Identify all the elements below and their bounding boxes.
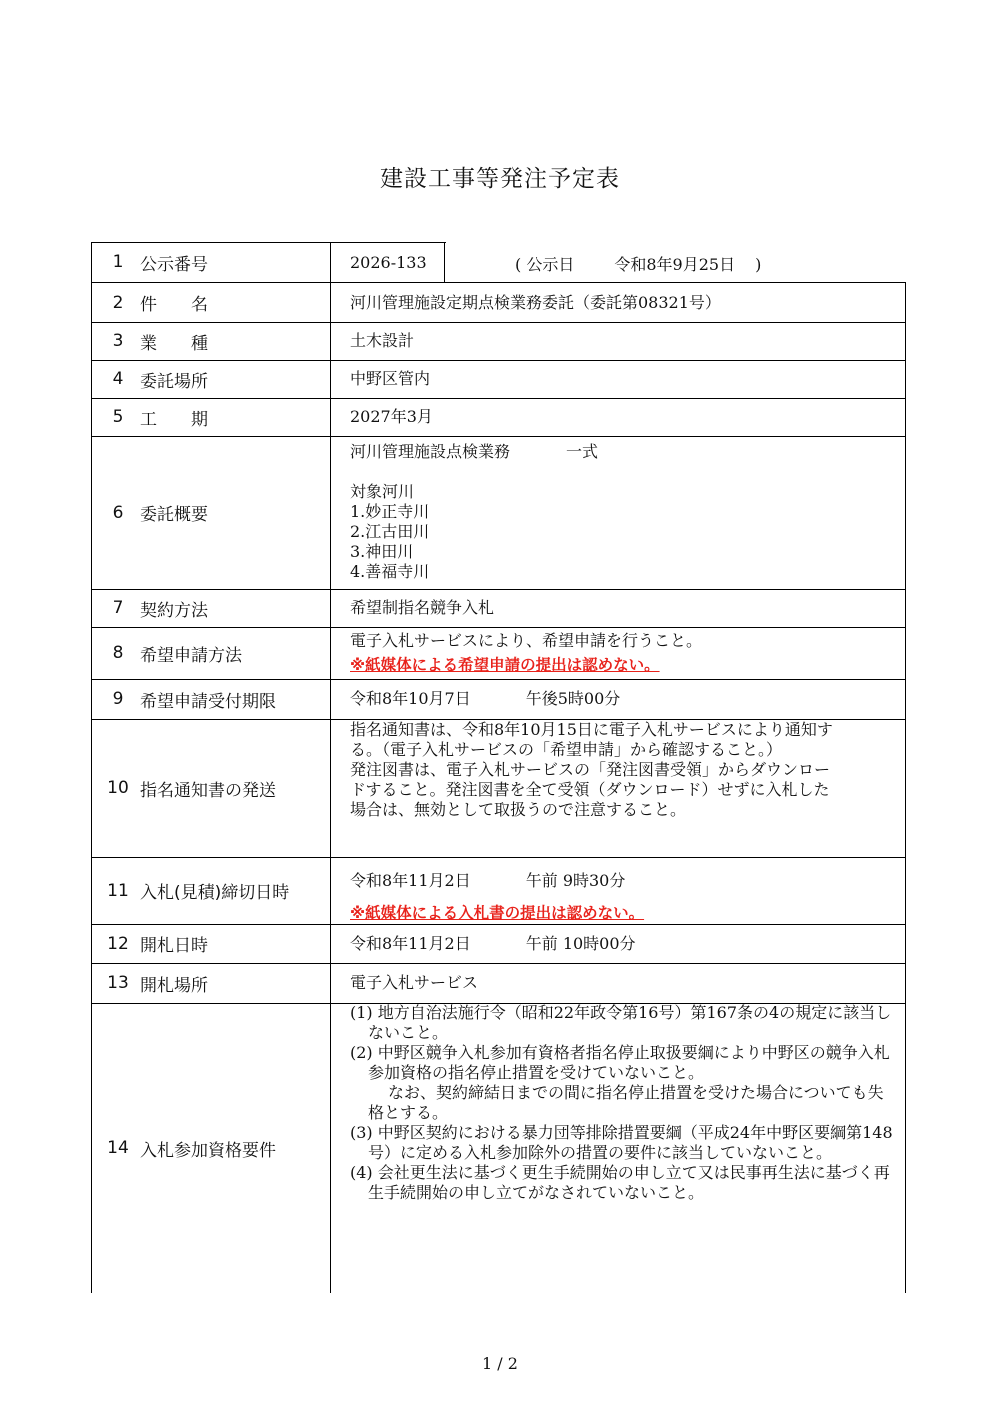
qualifications-value: [331, 1003, 906, 1293]
subject-text: 河川管理施設定期点検業務委託（委託第08321号）: [350, 292, 721, 312]
row-label-text: 委託場所: [140, 371, 208, 392]
industry-text: 土木設計: [350, 331, 415, 350]
opening-date: 令和8年11月2日: [350, 933, 471, 953]
row-value: [331, 963, 906, 1003]
overview-task: 河川管理施設点検業務: [350, 442, 511, 461]
overview-qty: 一式: [566, 442, 599, 461]
row-label: [91, 1003, 331, 1293]
row-number: 5: [112, 407, 124, 427]
row-label-text: 公示番号: [140, 254, 208, 275]
row-label-text: 指名通知書の発送: [140, 780, 276, 801]
application-warning: ※紙媒体による希望申請の提出は認めない。: [350, 656, 660, 674]
row-value: [331, 398, 906, 436]
row-label-text: 希望申請受付期限: [140, 691, 276, 712]
row-value: [331, 924, 906, 963]
row-number: 10: [107, 778, 129, 798]
row-value: [331, 322, 906, 360]
row-number: 9: [112, 689, 124, 709]
row-label-text: 希望申請方法: [140, 645, 242, 666]
qualification-item: (1) 地方自治法施行令（昭和22年政令第16号）第167条の4の規定に該当しないこと。: [350, 1003, 892, 1042]
table-row-8: [91, 627, 906, 680]
row-label: [91, 398, 331, 436]
table-row-7: [91, 589, 906, 628]
overview-value: [331, 436, 906, 589]
application-method-text: 電子入札サービスにより、希望申請を行うこと。: [350, 631, 703, 650]
bid-deadline-line: [350, 865, 905, 897]
row-number: 7: [112, 598, 124, 618]
row-number: 13: [107, 973, 129, 993]
bid-deadline-time: 午前 9時30分: [525, 871, 626, 890]
river-item: 1.妙正寺川: [350, 502, 430, 521]
opening-place-text: 電子入札サービス: [350, 973, 479, 992]
table-row-10: [91, 719, 906, 858]
period-text: 2027年3月: [350, 407, 433, 426]
contract-method-text: 希望制指名競争入札: [350, 598, 495, 617]
table-row-11: [91, 857, 906, 925]
notice-line: ドすること。発注図書を全て受領（ダウンロード）せずに入札した: [350, 780, 830, 799]
row-label: [91, 719, 331, 857]
row-label-text: 入札(見積)締切日時: [140, 883, 290, 903]
row-label: [91, 589, 331, 627]
river-item: 4.善福寺川: [350, 562, 430, 581]
document-title: 建設工事等発注予定表: [380, 166, 620, 192]
row-label-text: 開札場所: [140, 975, 208, 996]
notice-line: 発注図書は、電子入札サービスの「発注図書受領」からダウンロー: [350, 760, 831, 779]
river-item: 2.江古田川: [350, 522, 430, 541]
table-row-6: [91, 436, 906, 590]
table-row-2: [91, 282, 906, 323]
row-number: 6: [112, 502, 124, 523]
row-label-text: 開札日時: [140, 936, 208, 956]
announce-open: ( 公示日: [515, 255, 575, 274]
row-number: 12: [107, 933, 129, 954]
row-label: [91, 360, 331, 398]
row-label-text: 工 期: [140, 409, 208, 430]
row-value: [331, 283, 906, 322]
table-row-9: [91, 679, 906, 720]
row-number: 1: [112, 252, 124, 272]
row-number: 3: [112, 331, 124, 351]
row-label-text: 業 種: [140, 333, 208, 354]
row-value: [331, 679, 906, 719]
row-label-text: 件 名: [140, 295, 208, 315]
row-value: [331, 360, 906, 398]
opening-time: 午前 10時00分: [525, 933, 636, 953]
row-label: [91, 283, 331, 322]
row-label: [91, 436, 331, 589]
bid-warning: ※紙媒体による入札書の提出は認めない。: [350, 904, 645, 922]
row-number: 2: [112, 292, 124, 313]
row-label: [91, 924, 331, 963]
announce-number: 2026-133: [331, 242, 445, 283]
table-row-4: [91, 360, 906, 399]
deadline-date: 令和8年10月7日: [350, 689, 471, 708]
table-row-13: [91, 963, 906, 1004]
row-value: [331, 857, 906, 924]
row-label: [91, 963, 331, 1003]
row-label: [91, 679, 331, 719]
deadline-time: 午後5時00分: [525, 689, 621, 708]
notice-line: 場合は、無効として取扱うので注意すること。: [350, 800, 687, 819]
row-label: [91, 242, 331, 282]
row-label: [91, 627, 331, 679]
announce-date: [515, 252, 801, 275]
row-label: [91, 322, 331, 360]
notice-value: [331, 719, 906, 857]
row-value: [331, 627, 906, 679]
row-number: 14: [107, 1138, 129, 1158]
row-number: 8: [112, 643, 124, 663]
deadline-line: [350, 689, 905, 709]
row-value: [331, 589, 906, 627]
bid-deadline-date: 令和8年11月2日: [350, 871, 471, 890]
row-label-text: 入札参加資格要件: [140, 1140, 276, 1161]
spacer: [350, 462, 905, 482]
row-label-text: 契約方法: [140, 600, 208, 621]
notice-line: る。（電子入札サービスの「希望申請」から確認すること。）: [350, 740, 783, 759]
overview-line: [350, 442, 905, 462]
page-number: 1 / 2: [482, 1354, 518, 1373]
table-row-5: [91, 398, 906, 437]
row-label: [91, 857, 331, 924]
qualification-subitem: なお、契約締結日までの間に指名停止措置を受けた場合についても失格とする。: [368, 1083, 884, 1122]
qualification-item: (4) 会社更生法に基づく更生手続開始の申し立て又は民事再生法に基づく再生手続開始の申し立てがなされていないこと。: [350, 1163, 890, 1202]
notice-line: 指名通知書は、令和8年10月15日に電子入札サービスにより通知す: [350, 720, 833, 739]
announce-date-value: 令和8年9月25日: [614, 255, 736, 274]
row-number: 11: [107, 880, 129, 901]
location-text: 中野区管内: [350, 369, 431, 388]
qualification-item: (2) 中野区競争入札参加有資格者指名停止取扱要綱により中野区の競争入札参加資格の指名停止措置を受けていないこと。: [350, 1043, 890, 1082]
river-item: 3.神田川: [350, 542, 414, 561]
row-number: 4: [112, 369, 124, 389]
table-row-14: [91, 1003, 906, 1293]
table-row-12: [91, 924, 906, 964]
announce-close: ): [755, 255, 762, 274]
opening-line: [350, 934, 905, 954]
row-label-text: 委託概要: [140, 505, 208, 525]
target-header: 対象河川: [350, 482, 415, 501]
table-row-3: [91, 322, 906, 361]
qualification-item: (3) 中野区契約における暴力団等排除措置要綱（平成24年中野区要綱第148号）に定める入札参加除外の措置の要件に該当していないこと。: [350, 1123, 893, 1162]
